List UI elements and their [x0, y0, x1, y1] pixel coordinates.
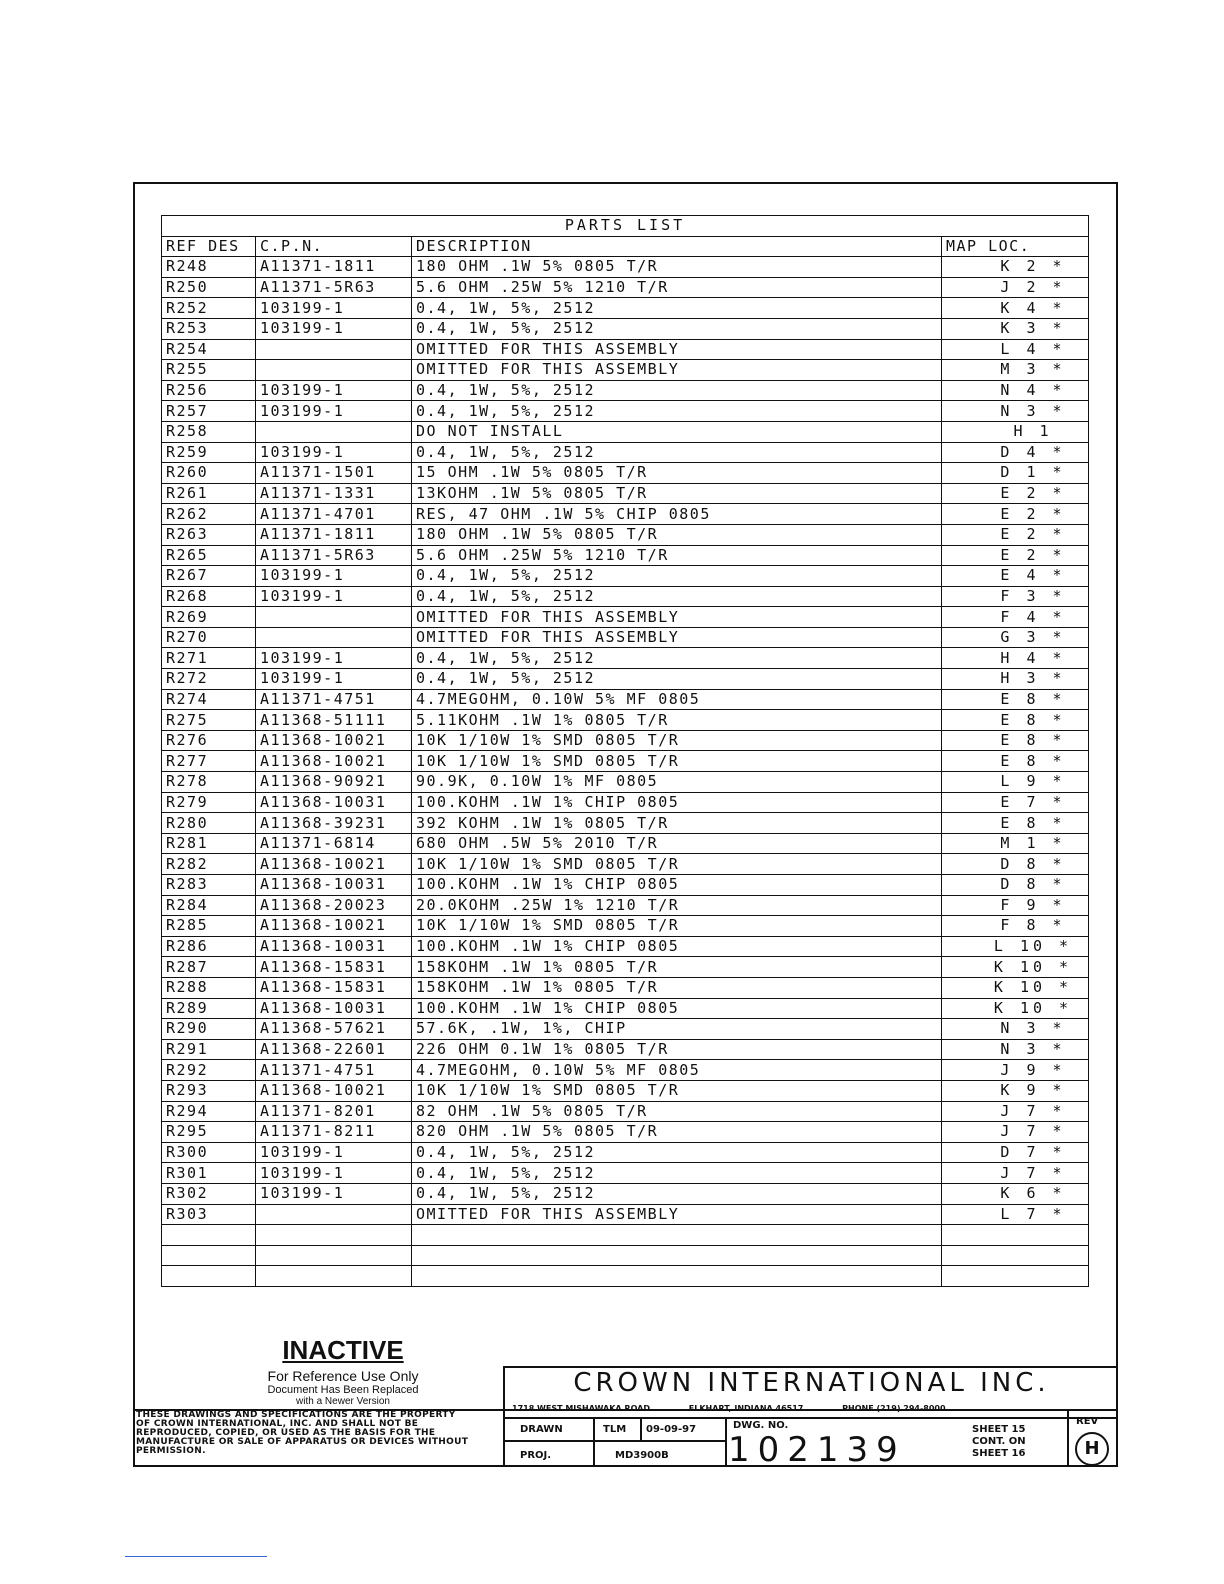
ref-des-cell: R285: [162, 916, 256, 937]
map-loc-cell: H 4 *: [942, 648, 1089, 669]
table-row: [162, 977, 1089, 998]
cpn-cell: A11368-10031: [256, 936, 412, 957]
drawn-by: TLM: [603, 1424, 627, 1435]
ref-des-cell: R301: [162, 1163, 256, 1184]
cpn-cell: 103199-1: [256, 586, 412, 607]
map-loc-cell: K 4 *: [942, 298, 1089, 319]
cpn-cell: A11371-4701: [256, 504, 412, 525]
map-loc-cell: L 9 *: [942, 772, 1089, 793]
description-cell: 0.4, 1W, 5%, 2512: [412, 566, 942, 587]
description-cell: 4.7MEGOHM, 0.10W 5% MF 0805: [412, 689, 942, 710]
map-loc-cell: E 2 *: [942, 504, 1089, 525]
cpn-cell: A11371-8201: [256, 1101, 412, 1122]
map-loc-cell: G 3 *: [942, 627, 1089, 648]
ref-des-cell: R286: [162, 936, 256, 957]
cpn-cell: A11371-1501: [256, 463, 412, 484]
ref-des-cell: R250: [162, 277, 256, 298]
inactive-label: INACTIVE: [282, 1335, 404, 1365]
parts-list-table: [161, 215, 1089, 1287]
description-cell: 4.7MEGOHM, 0.10W 5% MF 0805: [412, 1060, 942, 1081]
ref-des-cell: R284: [162, 895, 256, 916]
description-cell: 10K 1/10W 1% SMD 0805 T/R: [412, 1080, 942, 1101]
ref-des-cell: R255: [162, 360, 256, 381]
cpn-cell: 103199-1: [256, 318, 412, 339]
continued-on-label: CONT. ON: [972, 1436, 1026, 1447]
description-cell: 10K 1/10W 1% SMD 0805 T/R: [412, 730, 942, 751]
description-cell: 90.9K, 0.10W 1% MF 0805: [412, 772, 942, 793]
map-loc-cell: N 3 *: [942, 1039, 1089, 1060]
cpn-cell: A11371-1331: [256, 483, 412, 504]
ref-des-cell: R248: [162, 257, 256, 278]
table-row: [162, 401, 1089, 422]
cpn-cell: A11368-22601: [256, 1039, 412, 1060]
cpn-cell: A11368-10031: [256, 998, 412, 1019]
ref-des-cell: R254: [162, 339, 256, 360]
column-header: MAP LOC.: [942, 236, 1089, 257]
ref-des-cell: [162, 1245, 256, 1266]
ref-des-cell: R276: [162, 730, 256, 751]
cpn-cell: A11368-20023: [256, 895, 412, 916]
column-header: DESCRIPTION: [412, 236, 942, 257]
cpn-cell: [256, 421, 412, 442]
description-cell: OMITTED FOR THIS ASSEMBLY: [412, 607, 942, 628]
title-block-rev-rule: [1067, 1409, 1069, 1467]
table-row: [162, 442, 1089, 463]
cpn-cell: A11368-10031: [256, 875, 412, 896]
cpn-cell: A11368-90921: [256, 772, 412, 793]
map-loc-cell: K 10 *: [942, 998, 1089, 1019]
cpn-cell: A11368-39231: [256, 813, 412, 834]
description-cell: [412, 1245, 942, 1266]
table-row: [162, 1204, 1089, 1225]
description-cell: OMITTED FOR THIS ASSEMBLY: [412, 339, 942, 360]
ref-des-cell: R281: [162, 833, 256, 854]
ref-des-cell: R261: [162, 483, 256, 504]
ref-des-cell: R275: [162, 710, 256, 731]
ref-des-cell: R278: [162, 772, 256, 793]
cpn-cell: [256, 627, 412, 648]
map-loc-cell: E 2 *: [942, 483, 1089, 504]
company-address: [512, 1404, 1112, 1413]
table-row: [162, 710, 1089, 731]
ref-des-cell: R300: [162, 1142, 256, 1163]
description-cell: 0.4, 1W, 5%, 2512: [412, 401, 942, 422]
ref-des-cell: R282: [162, 854, 256, 875]
map-loc-cell: E 8 *: [942, 730, 1089, 751]
table-row: [162, 566, 1089, 587]
cpn-cell: A11368-10031: [256, 792, 412, 813]
description-cell: 0.4, 1W, 5%, 2512: [412, 1183, 942, 1204]
cpn-cell: A11368-10021: [256, 1080, 412, 1101]
cpn-cell: A11371-6814: [256, 833, 412, 854]
map-loc-cell: [942, 1245, 1089, 1266]
title-block-col2-rule: [640, 1417, 642, 1440]
sheet-number: SHEET 15: [972, 1424, 1026, 1435]
cpn-cell: A11371-5R63: [256, 545, 412, 566]
table-row: [162, 916, 1089, 937]
cpn-cell: 103199-1: [256, 1183, 412, 1204]
description-cell: 392 KOHM .1W 1% 0805 T/R: [412, 813, 942, 834]
header-row: [162, 236, 1089, 257]
ref-des-cell: R280: [162, 813, 256, 834]
table-row: [162, 792, 1089, 813]
table-row: [162, 1080, 1089, 1101]
cpn-cell: A11371-1811: [256, 524, 412, 545]
map-loc-cell: F 3 *: [942, 586, 1089, 607]
cpn-cell: A11371-1811: [256, 257, 412, 278]
proj-number: MD3900B: [615, 1450, 669, 1461]
continued-sheet: SHEET 16: [972, 1448, 1026, 1459]
title-block-col3-rule: [725, 1417, 727, 1467]
map-loc-cell: N 4 *: [942, 380, 1089, 401]
description-cell: 100.KOHM .1W 1% CHIP 0805: [412, 936, 942, 957]
ref-des-cell: [162, 1225, 256, 1246]
ref-des-cell: R265: [162, 545, 256, 566]
table-row: [162, 957, 1089, 978]
description-cell: [412, 1266, 942, 1287]
map-loc-cell: K 10 *: [942, 957, 1089, 978]
ref-des-cell: R272: [162, 669, 256, 690]
map-loc-cell: D 8 *: [942, 875, 1089, 896]
description-cell: 0.4, 1W, 5%, 2512: [412, 586, 942, 607]
map-loc-cell: E 7 *: [942, 792, 1089, 813]
map-loc-cell: N 3 *: [942, 1019, 1089, 1040]
description-cell: 100.KOHM .1W 1% CHIP 0805: [412, 875, 942, 896]
proj-label: PROJ.: [520, 1450, 552, 1461]
table-row: [162, 483, 1089, 504]
description-cell: 0.4, 1W, 5%, 2512: [412, 669, 942, 690]
table-row: [162, 1019, 1089, 1040]
ref-des-cell: R260: [162, 463, 256, 484]
ref-des-cell: R253: [162, 318, 256, 339]
ref-des-cell: R271: [162, 648, 256, 669]
table-row: [162, 689, 1089, 710]
table-row: [162, 257, 1089, 278]
drawn-label: DRAWN: [520, 1424, 563, 1435]
cpn-cell: A11368-15831: [256, 957, 412, 978]
description-cell: 0.4, 1W, 5%, 2512: [412, 318, 942, 339]
description-cell: 158KOHM .1W 1% 0805 T/R: [412, 977, 942, 998]
ref-des-cell: R288: [162, 977, 256, 998]
ref-des-cell: R258: [162, 421, 256, 442]
description-cell: 680 OHM .5W 5% 2010 T/R: [412, 833, 942, 854]
ref-des-cell: R291: [162, 1039, 256, 1060]
map-loc-cell: [942, 1266, 1089, 1287]
description-cell: 0.4, 1W, 5%, 2512: [412, 442, 942, 463]
table-row: [162, 813, 1089, 834]
table-row: [162, 607, 1089, 628]
table-row: [162, 1101, 1089, 1122]
map-loc-cell: E 4 *: [942, 566, 1089, 587]
company-name: CROWN INTERNATIONAL INC.: [573, 1368, 1050, 1398]
map-loc-cell: J 7 *: [942, 1122, 1089, 1143]
table-row: [162, 1039, 1089, 1060]
cpn-cell: A11368-51111: [256, 710, 412, 731]
table-row: [162, 277, 1089, 298]
table-row: [162, 1163, 1089, 1184]
map-loc-cell: H 1: [942, 421, 1089, 442]
map-loc-cell: J 7 *: [942, 1101, 1089, 1122]
map-loc-cell: E 8 *: [942, 689, 1089, 710]
table-row: [162, 772, 1089, 793]
ref-des-cell: R287: [162, 957, 256, 978]
table-row: [162, 463, 1089, 484]
map-loc-cell: E 8 *: [942, 813, 1089, 834]
cpn-cell: [256, 1266, 412, 1287]
table-row: [162, 730, 1089, 751]
ref-des-cell: R290: [162, 1019, 256, 1040]
table-row: [162, 421, 1089, 442]
ref-des-cell: R270: [162, 627, 256, 648]
newer-version-note: with a Newer Version: [296, 1396, 390, 1407]
proprietary-notice: THESE DRAWINGS AND SPECIFICATIONS ARE THE PROPERTY OF CROWN INTERNATIONAL, INC. AND SHALL NOT BE REPRODUCED, COPIED, OR USED AS THE BASIS FOR THE MANUFACTURE OR SALE OF APPARATUS OR DEVICES WITHOUT PERMISSION.: [136, 1410, 469, 1456]
cpn-cell: A11371-4751: [256, 1060, 412, 1081]
cpn-cell: A11368-15831: [256, 977, 412, 998]
description-cell: 57.6K, .1W, 1%, CHIP: [412, 1019, 942, 1040]
description-cell: RES, 47 OHM .1W 5% CHIP 0805: [412, 504, 942, 525]
description-cell: 0.4, 1W, 5%, 2512: [412, 648, 942, 669]
description-cell: 226 OHM 0.1W 1% 0805 T/R: [412, 1039, 942, 1060]
page-link-underline: [125, 1556, 267, 1557]
map-loc-cell: L 10 *: [942, 936, 1089, 957]
cpn-cell: A11371-8211: [256, 1122, 412, 1143]
description-cell: 10K 1/10W 1% SMD 0805 T/R: [412, 854, 942, 875]
description-cell: 10K 1/10W 1% SMD 0805 T/R: [412, 916, 942, 937]
map-loc-cell: E 8 *: [942, 751, 1089, 772]
table-row: [162, 669, 1089, 690]
cpn-cell: A11368-10021: [256, 730, 412, 751]
map-loc-cell: D 8 *: [942, 854, 1089, 875]
map-loc-cell: E 2 *: [942, 524, 1089, 545]
map-loc-cell: K 10 *: [942, 977, 1089, 998]
cpn-cell: A11368-10021: [256, 751, 412, 772]
ref-des-cell: R283: [162, 875, 256, 896]
title-block-row-rule: [503, 1417, 1118, 1419]
ref-des-cell: [162, 1266, 256, 1287]
map-loc-cell: D 7 *: [942, 1142, 1089, 1163]
cpn-cell: A11368-57621: [256, 1019, 412, 1040]
table-row: [162, 751, 1089, 772]
description-cell: 20.0KOHM .25W 1% 1210 T/R: [412, 895, 942, 916]
map-loc-cell: L 4 *: [942, 339, 1089, 360]
table-row: [162, 895, 1089, 916]
description-cell: 0.4, 1W, 5%, 2512: [412, 1163, 942, 1184]
ref-des-cell: R256: [162, 380, 256, 401]
replaced-note: Document Has Been Replaced: [267, 1384, 419, 1396]
cpn-cell: 103199-1: [256, 1163, 412, 1184]
column-header: REF DES: [162, 236, 256, 257]
cpn-cell: 103199-1: [256, 442, 412, 463]
description-cell: 15 OHM .1W 5% 0805 T/R: [412, 463, 942, 484]
cpn-cell: A11371-4751: [256, 689, 412, 710]
column-header: C.P.N.: [256, 236, 412, 257]
description-cell: 820 OHM .1W 5% 0805 T/R: [412, 1122, 942, 1143]
description-cell: 100.KOHM .1W 1% CHIP 0805: [412, 792, 942, 813]
cpn-cell: 103199-1: [256, 380, 412, 401]
description-cell: [412, 1225, 942, 1246]
table-row: [162, 1266, 1089, 1287]
table-row: [162, 936, 1089, 957]
map-loc-cell: [942, 1225, 1089, 1246]
map-loc-cell: F 9 *: [942, 895, 1089, 916]
cpn-cell: 103199-1: [256, 648, 412, 669]
revision-letter: H: [1075, 1432, 1109, 1466]
table-row: [162, 1122, 1089, 1143]
street-address: 1718 WEST MISHAWAKA ROAD: [512, 1404, 650, 1413]
ref-des-cell: R268: [162, 586, 256, 607]
ref-des-cell: R294: [162, 1101, 256, 1122]
ref-des-cell: R293: [162, 1080, 256, 1101]
table-row: [162, 298, 1089, 319]
map-loc-cell: J 2 *: [942, 277, 1089, 298]
title-block-col1-rule: [593, 1417, 595, 1467]
description-cell: 158KOHM .1W 1% 0805 T/R: [412, 957, 942, 978]
ref-des-cell: R279: [162, 792, 256, 813]
description-cell: DO NOT INSTALL: [412, 421, 942, 442]
map-loc-cell: D 1 *: [942, 463, 1089, 484]
cpn-cell: [256, 1225, 412, 1246]
ref-des-cell: R259: [162, 442, 256, 463]
title-block-drawn-rule: [503, 1440, 725, 1442]
ref-des-cell: R303: [162, 1204, 256, 1225]
description-cell: 0.4, 1W, 5%, 2512: [412, 298, 942, 319]
map-loc-cell: J 9 *: [942, 1060, 1089, 1081]
cpn-cell: [256, 607, 412, 628]
city-address: ELKHART, INDIANA 46517: [688, 1404, 804, 1413]
description-cell: OMITTED FOR THIS ASSEMBLY: [412, 627, 942, 648]
cpn-cell: 103199-1: [256, 566, 412, 587]
description-cell: 10K 1/10W 1% SMD 0805 T/R: [412, 751, 942, 772]
map-loc-cell: H 3 *: [942, 669, 1089, 690]
ref-des-cell: R262: [162, 504, 256, 525]
table-row: [162, 339, 1089, 360]
table-row: [162, 648, 1089, 669]
cpn-cell: [256, 360, 412, 381]
cpn-cell: [256, 1245, 412, 1266]
ref-des-cell: R302: [162, 1183, 256, 1204]
table-row: [162, 1225, 1089, 1246]
ref-des-cell: R277: [162, 751, 256, 772]
description-cell: 13KOHM .1W 5% 0805 T/R: [412, 483, 942, 504]
description-cell: 82 OHM .1W 5% 0805 T/R: [412, 1101, 942, 1122]
table-row: [162, 1060, 1089, 1081]
map-loc-cell: D 4 *: [942, 442, 1089, 463]
drawing-number: 102139: [728, 1430, 906, 1470]
description-cell: OMITTED FOR THIS ASSEMBLY: [412, 360, 942, 381]
description-cell: 180 OHM .1W 5% 0805 T/R: [412, 524, 942, 545]
table-row: [162, 545, 1089, 566]
ref-des-cell: R269: [162, 607, 256, 628]
description-cell: OMITTED FOR THIS ASSEMBLY: [412, 1204, 942, 1225]
description-cell: 0.4, 1W, 5%, 2512: [412, 1142, 942, 1163]
map-loc-cell: K 6 *: [942, 1183, 1089, 1204]
map-loc-cell: L 7 *: [942, 1204, 1089, 1225]
inactive-stamp: [258, 1335, 428, 1407]
phone-number: PHONE (219) 294-8000: [842, 1404, 946, 1413]
ref-des-cell: R274: [162, 689, 256, 710]
map-loc-cell: E 8 *: [942, 710, 1089, 731]
description-cell: 5.11KOHM .1W 1% 0805 T/R: [412, 710, 942, 731]
cpn-cell: 103199-1: [256, 401, 412, 422]
map-loc-cell: K 3 *: [942, 318, 1089, 339]
parts-list-title: PARTS LIST: [162, 216, 1089, 237]
ref-des-cell: R292: [162, 1060, 256, 1081]
table-row: [162, 380, 1089, 401]
cpn-cell: 103199-1: [256, 669, 412, 690]
ref-des-cell: R289: [162, 998, 256, 1019]
map-loc-cell: F 8 *: [942, 916, 1089, 937]
table-row: [162, 833, 1089, 854]
ref-des-cell: R267: [162, 566, 256, 587]
map-loc-cell: E 2 *: [942, 545, 1089, 566]
table-row: [162, 318, 1089, 339]
map-loc-cell: K 9 *: [942, 1080, 1089, 1101]
drawn-date: 09-09-97: [646, 1424, 697, 1435]
table-row: [162, 1142, 1089, 1163]
ref-des-cell: R257: [162, 401, 256, 422]
table-row: [162, 1183, 1089, 1204]
description-cell: 100.KOHM .1W 1% CHIP 0805: [412, 998, 942, 1019]
table-row: [162, 875, 1089, 896]
map-loc-cell: K 2 *: [942, 257, 1089, 278]
map-loc-cell: J 7 *: [942, 1163, 1089, 1184]
table-row: [162, 524, 1089, 545]
rev-label: REV: [1076, 1416, 1099, 1427]
table-row: [162, 627, 1089, 648]
dwg-no-label: DWG. NO.: [733, 1420, 789, 1431]
map-loc-cell: M 3 *: [942, 360, 1089, 381]
table-row: [162, 360, 1089, 381]
cpn-cell: A11371-5R63: [256, 277, 412, 298]
table-row: [162, 998, 1089, 1019]
description-cell: 0.4, 1W, 5%, 2512: [412, 380, 942, 401]
table-row: [162, 586, 1089, 607]
table-row: [162, 854, 1089, 875]
cpn-cell: 103199-1: [256, 298, 412, 319]
cpn-cell: [256, 339, 412, 360]
cpn-cell: A11368-10021: [256, 854, 412, 875]
description-cell: 5.6 OHM .25W 5% 1210 T/R: [412, 545, 942, 566]
ref-des-cell: R295: [162, 1122, 256, 1143]
description-cell: 5.6 OHM .25W 5% 1210 T/R: [412, 277, 942, 298]
cpn-cell: [256, 1204, 412, 1225]
cpn-cell: A11368-10021: [256, 916, 412, 937]
table-row: [162, 1245, 1089, 1266]
cpn-cell: 103199-1: [256, 1142, 412, 1163]
ref-des-cell: R252: [162, 298, 256, 319]
reference-only-note: For Reference Use Only: [267, 1368, 419, 1384]
map-loc-cell: N 3 *: [942, 401, 1089, 422]
description-cell: 180 OHM .1W 5% 0805 T/R: [412, 257, 942, 278]
ref-des-cell: R263: [162, 524, 256, 545]
map-loc-cell: F 4 *: [942, 607, 1089, 628]
table-row: [162, 504, 1089, 525]
map-loc-cell: M 1 *: [942, 833, 1089, 854]
